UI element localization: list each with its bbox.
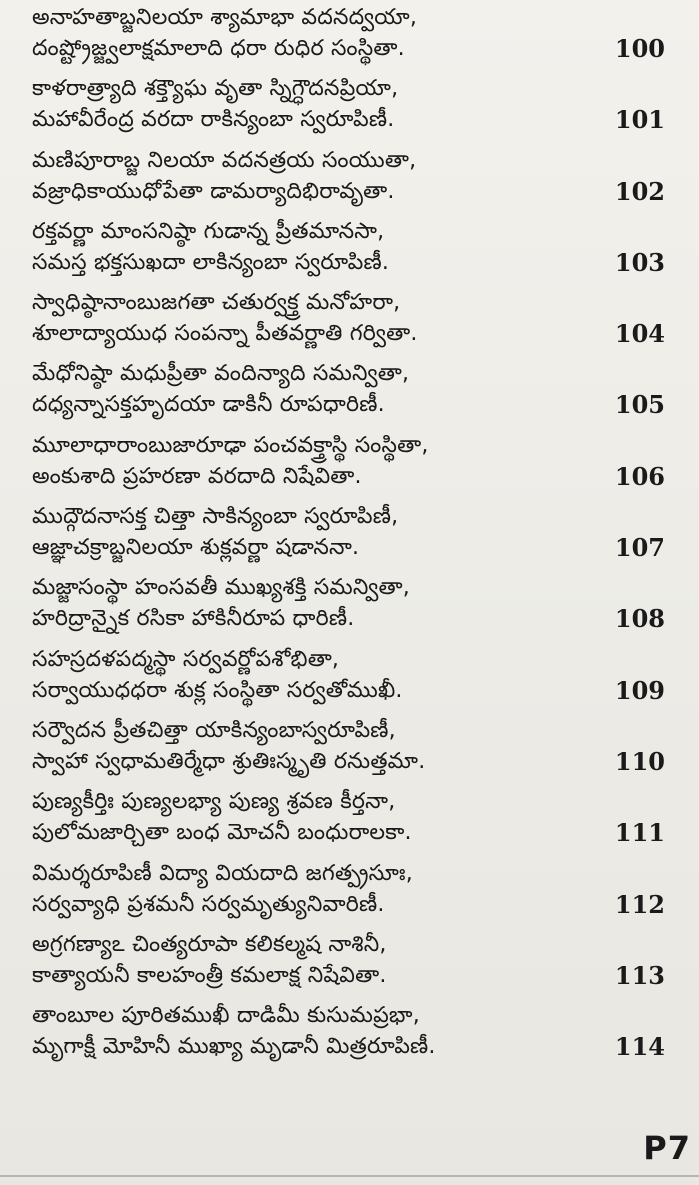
verse-number: 102 bbox=[614, 176, 665, 206]
verse-line-2: సర్వవ్యాధి ప్రశమనీ సర్వమృత్యునివారిణీ. bbox=[32, 891, 385, 917]
verse-number: 112 bbox=[614, 889, 665, 919]
verse-row bbox=[0, 356, 699, 427]
verse-line-1: అగ్రగణ్యాఽ చింత్యరూపా కలికల్మష నాశినీ, bbox=[32, 931, 387, 957]
verse-number: 104 bbox=[614, 319, 665, 349]
verse-line-2: శూలాద్యాయుధ సంపన్నా పీతవర్ణాతి గర్వితా. bbox=[32, 321, 418, 347]
verse-row bbox=[0, 428, 699, 499]
verse-row bbox=[0, 71, 699, 142]
verse-line-2: పులోమజార్చితా బంధ మోచనీ బంధురాలకా. bbox=[32, 820, 412, 846]
verse-number: 105 bbox=[614, 390, 665, 420]
verse-line-2: సమస్త భక్తసుఖదా లాకిన్యంబా స్వరూపిణీ. bbox=[32, 249, 390, 275]
verse-line-2: మహావీరేంద్ర వరదా రాకిన్యంబా స్వరూపిణీ. bbox=[32, 107, 395, 133]
verse-row bbox=[0, 499, 699, 570]
verse-number: 111 bbox=[614, 818, 665, 848]
verse-number: 101 bbox=[614, 105, 665, 135]
verse-line-2: స్వాహా స్వధామతిర్మేధా శ్రుతిఃస్మృతి రనుత్తమా. bbox=[32, 748, 426, 774]
verse-line-1: కాళరాత్ర్యాది శక్త్యౌఘ వృతా స్నిగ్ధౌదనప్రియా, bbox=[32, 76, 399, 102]
verse-row bbox=[0, 285, 699, 356]
verse-line-2: అంకుశాది ప్రహరణా వరదాది నిషేవితా. bbox=[32, 463, 362, 489]
verse-number: 100 bbox=[614, 34, 665, 63]
verse-row bbox=[0, 642, 699, 713]
verse-row bbox=[0, 856, 699, 927]
verse-number: 103 bbox=[614, 247, 665, 277]
verse-line-1: తాంబూల పూరితముఖీ దాడిమీ కుసుమప్రభా, bbox=[32, 1003, 420, 1029]
verse-line-1: మేధోనిష్ఠా మధుప్రీతా వందిన్యాది సమన్వితా, bbox=[32, 361, 410, 387]
verse-line-2: దంష్ట్రోజ్జ్వలాక్షమాలాది ధరా రుధిర సంస్థితా. bbox=[32, 36, 405, 61]
verse-row bbox=[0, 570, 699, 641]
verse-line-1: మణిపూరాబ్జ నిలయా వదనత్రయ సంయుతా, bbox=[32, 147, 417, 173]
verse-line-2: దధ్యన్నాసక్తహృదయా డాకినీ రూపధారిణీ. bbox=[32, 392, 385, 418]
verse-number: 106 bbox=[614, 461, 665, 491]
verse-line-1: ముద్గౌదనాసక్త చిత్తా సాకిన్యంబా స్వరూపిణీ, bbox=[32, 504, 399, 530]
verse-line-2: సర్వాయుధధరా శుక్ల సంస్థితా సర్వతోముఖీ. bbox=[32, 677, 403, 703]
verse-number: 107 bbox=[614, 533, 665, 563]
verse-line-1: పుణ్యకీర్తిః పుణ్యలభ్యా పుణ్య శ్రవణ కీర్తనా, bbox=[32, 789, 396, 815]
verse-line-2: ఆజ్ఞాచక్రాబ్జనిలయా శుక్లవర్ణా షడాననా. bbox=[32, 535, 360, 561]
verse-row bbox=[0, 143, 699, 214]
verse-line-2: కాత్యాయనీ కాలహంత్రీ కమలాక్ష నిషేవితా. bbox=[32, 962, 387, 988]
verse-line-1: మజ్జాసంస్థా హంసవతీ ముఖ్యశక్తి సమన్వితా, bbox=[32, 575, 410, 601]
verse-number: 113 bbox=[614, 960, 665, 990]
verse-line-1: అనాహతాబ్జనిలయా శ్యామాభా వదనద్వయా, bbox=[32, 5, 418, 30]
bottom-rule bbox=[0, 1175, 699, 1177]
verse-line-1: రక్తవర్ణా మాంసనిష్ఠా గుడాన్న ప్రీతమానసా, bbox=[32, 218, 385, 244]
verse-line-1: సర్వౌదన ప్రీతచిత్తా యాకిన్యంబాస్వరూపిణీ, bbox=[32, 717, 396, 743]
verse-line-2: హరిద్రాన్నైక రసికా హాకినీరూప ధారిణీ. bbox=[32, 606, 355, 632]
verse-number: 108 bbox=[614, 604, 665, 634]
verse-row bbox=[0, 0, 699, 71]
verse-line-2: వజ్రాధికాయుధోపేతా డామర్యాదిభిరావృతా. bbox=[32, 178, 395, 204]
verse-line-1: సహస్రదళపద్మస్థా సర్వవర్ణోపశోభితా, bbox=[32, 646, 340, 672]
verse-row bbox=[0, 927, 699, 998]
verse-number: 114 bbox=[614, 1032, 665, 1062]
verse-number: 109 bbox=[614, 675, 665, 705]
verse-number: 110 bbox=[614, 746, 665, 776]
verse-line-1: మూలాధారాంబుజారూఢా పంచవక్త్రాస్థి సంస్థితా, bbox=[32, 432, 429, 458]
verse-line-1: స్వాధిష్ఠానాంబుజగతా చతుర్వక్త్ర మనోహరా, bbox=[32, 290, 401, 316]
verse-line-1: విమర్శరూపిణీ విద్యా వియదాది జగత్ప్రసూః, bbox=[32, 860, 413, 886]
verse-row bbox=[0, 784, 699, 855]
verse-row bbox=[0, 713, 699, 784]
verse-row bbox=[0, 998, 699, 1069]
page-label: P7 bbox=[643, 1129, 691, 1167]
verse-row bbox=[0, 214, 699, 285]
verse-line-2: మృగాక్షీ మోహినీ ముఖ్యా మృడానీ మిత్రరూపిణీ. bbox=[32, 1034, 436, 1060]
